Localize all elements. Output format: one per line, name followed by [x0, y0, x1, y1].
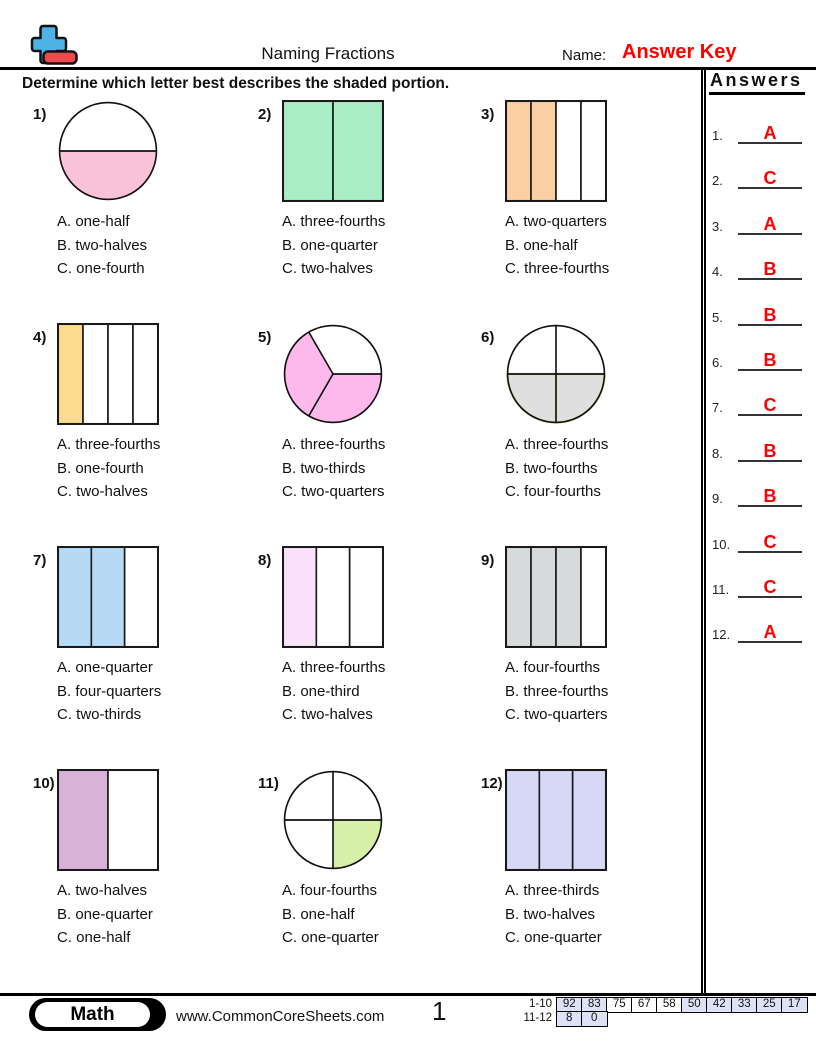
answers-title: Answers	[709, 70, 805, 95]
answer-number: 10.	[712, 536, 731, 552]
answer-number: 5.	[712, 309, 723, 325]
fraction-shape	[282, 769, 384, 871]
answer-item	[710, 432, 810, 462]
problem-number: 1)	[33, 106, 47, 123]
header-divider	[0, 67, 816, 70]
fraction-shape	[505, 100, 607, 202]
problem-cell	[255, 323, 470, 541]
problem-options	[282, 210, 385, 281]
problem-options	[57, 656, 161, 727]
answer-letter: B	[763, 304, 777, 325]
option-text: C. four-fourths	[505, 483, 601, 500]
answer-letter: A	[763, 622, 777, 643]
answer-blank-line	[738, 479, 802, 507]
option-text: B. two-halves	[57, 236, 148, 254]
fraction-shape	[282, 323, 384, 425]
answer-blank-line	[738, 434, 802, 462]
answer-letter: B	[763, 440, 777, 461]
problem-cell	[30, 546, 245, 764]
fraction-shape	[282, 100, 384, 202]
problem-options	[505, 656, 608, 727]
page-number: 1	[432, 996, 447, 1026]
problem-number: 5)	[258, 329, 272, 346]
score-cell: 50	[681, 997, 708, 1013]
answer-item	[710, 386, 810, 416]
fraction-shape	[57, 323, 159, 425]
answer-number: 11.	[712, 582, 730, 597]
subject-badge	[29, 998, 166, 1031]
score-row-label: 11-12	[523, 1012, 552, 1024]
answer-item	[710, 114, 810, 144]
answer-blank-line	[738, 207, 802, 235]
answer-item	[710, 523, 810, 553]
fraction-shape	[505, 323, 607, 425]
option-text: C. three-fourths	[505, 260, 610, 277]
answer-blank-line	[738, 161, 802, 189]
answer-number: 8.	[712, 445, 723, 461]
option-text: C. two-thirds	[57, 706, 142, 723]
problem-cell	[30, 323, 245, 541]
option-text: B. two-thirds	[282, 459, 366, 477]
answer-blank-line	[738, 252, 802, 280]
option-text: B. one-quarter	[57, 905, 153, 923]
score-cell: 67	[631, 997, 658, 1013]
problem-cell	[478, 546, 693, 764]
fraction-shape	[57, 769, 159, 871]
option-text: C. one-quarter	[282, 929, 379, 946]
problem-options	[505, 210, 609, 281]
problem-number: 3)	[481, 106, 495, 123]
score-cell: 92	[556, 997, 583, 1013]
score-cell: 8	[556, 1011, 583, 1027]
footer-divider	[0, 993, 816, 996]
option-text: C. two-quarters	[505, 706, 608, 723]
option-text: A. three-fourths	[282, 213, 386, 230]
problem-options	[505, 433, 608, 504]
fraction-shape	[505, 769, 607, 871]
option-text: C. two-halves	[57, 483, 148, 500]
option-text: B. one-quarter	[282, 236, 378, 254]
option-text: B. one-fourth	[57, 459, 144, 477]
score-cell: 25	[756, 997, 783, 1013]
answer-number: 6.	[712, 355, 723, 370]
option-text: B. two-fourths	[505, 459, 598, 477]
answer-number: 1.	[712, 128, 723, 143]
answer-letter: A	[763, 213, 777, 234]
option-text: A. two-halves	[57, 882, 148, 899]
score-row	[520, 1011, 808, 1027]
option-text: C. one-half	[57, 929, 131, 946]
answer-key-label: Answer Key	[622, 41, 737, 63]
problem-cell	[255, 769, 470, 987]
option-text: B. four-quarters	[57, 682, 162, 700]
score-cell: 83	[581, 997, 608, 1013]
score-cell: 0	[581, 1011, 608, 1027]
option-text: C. one-fourth	[57, 260, 145, 277]
score-cell: 17	[781, 997, 808, 1013]
problem-number: 9)	[481, 552, 495, 569]
website-url: www.CommonCoreSheets.com	[176, 1008, 385, 1025]
problem-cell	[478, 323, 693, 541]
option-text: A. four-fourths	[505, 659, 601, 676]
score-cell: 33	[731, 997, 758, 1013]
problem-number: 8)	[258, 552, 272, 569]
option-text: C. two-halves	[282, 260, 373, 277]
answer-blank-line	[738, 615, 802, 643]
answer-number: 2.	[712, 173, 723, 189]
problem-options	[57, 879, 153, 950]
problem-number: 2)	[258, 106, 272, 123]
answer-blank-line	[738, 388, 802, 416]
answer-letter: A	[763, 123, 777, 143]
answer-blank-line	[738, 298, 802, 326]
problem-number: 7)	[33, 552, 47, 569]
fraction-shape	[57, 100, 159, 202]
problem-options	[505, 879, 602, 950]
option-text: A. one-half	[57, 213, 130, 230]
problem-options	[282, 879, 379, 950]
problem-number: 11)	[258, 775, 279, 792]
option-text: C. one-quarter	[505, 929, 602, 946]
answer-letter: C	[763, 531, 777, 552]
option-text: B. one-half	[282, 905, 355, 923]
answer-blank-line	[738, 525, 802, 553]
problem-cell	[255, 546, 470, 764]
answer-number: 12.	[712, 627, 731, 643]
fraction-shape	[282, 546, 384, 648]
answer-item	[710, 205, 810, 235]
answer-item	[710, 477, 810, 507]
option-text: A. two-quarters	[505, 213, 607, 230]
answer-blank-line	[738, 116, 802, 144]
answer-letter: C	[763, 577, 777, 597]
worksheet-title: Naming Fractions	[261, 44, 395, 63]
problem-number: 6)	[481, 329, 495, 346]
problem-number: 10)	[33, 775, 55, 792]
name-label: Name:	[562, 47, 607, 64]
option-text: A. three-fourths	[282, 659, 386, 676]
answer-item	[710, 341, 810, 371]
problem-cell	[478, 100, 693, 318]
option-text: A. three-fourths	[282, 436, 386, 453]
answers-panel	[701, 70, 816, 993]
option-text: A. three-fourths	[57, 436, 161, 453]
answer-number: 3.	[712, 218, 723, 234]
problem-number: 4)	[33, 329, 47, 346]
answer-number: 4.	[712, 264, 723, 280]
answer-letter: B	[763, 486, 777, 507]
subject-label: Math	[35, 1002, 150, 1027]
answer-blank-line	[738, 570, 802, 598]
score-cell: 58	[656, 997, 683, 1013]
option-text: B. three-fourths	[505, 682, 609, 700]
option-text: C. two-quarters	[282, 483, 385, 500]
answer-number: 9.	[712, 491, 723, 507]
problem-cell	[478, 769, 693, 987]
problem-options	[282, 433, 385, 504]
answer-blank-line	[738, 343, 802, 371]
problem-cell	[255, 100, 470, 318]
answer-letter: B	[763, 350, 777, 370]
problem-number: 12)	[481, 775, 503, 792]
problem-options	[282, 656, 385, 727]
answer-letter: B	[763, 259, 777, 280]
problem-options	[57, 210, 147, 281]
minus-icon	[44, 52, 77, 64]
score-row-label: 1-10	[528, 998, 552, 1010]
answer-item	[710, 613, 810, 643]
score-cell: 75	[606, 997, 633, 1013]
option-text: B. one-third	[282, 682, 360, 700]
option-text: B. one-half	[505, 236, 578, 254]
option-text: A. one-quarter	[57, 659, 153, 676]
problem-cell	[30, 100, 245, 318]
math-logo-icon	[30, 24, 80, 68]
score-cell: 42	[706, 997, 733, 1013]
option-text: B. two-halves	[505, 905, 596, 923]
answer-item	[710, 296, 810, 326]
score-table	[520, 997, 808, 1027]
answer-number: 7.	[712, 400, 723, 416]
fraction-shape	[57, 546, 159, 648]
answer-letter: C	[763, 395, 777, 416]
problem-options	[57, 433, 160, 504]
instructions-text: Determine which letter best describes the shaded portion.	[22, 75, 450, 92]
option-text: C. two-halves	[282, 706, 373, 723]
option-text: A. three-fourths	[505, 436, 609, 453]
option-text: A. three-thirds	[505, 882, 600, 899]
problem-cell	[30, 769, 245, 987]
option-text: A. four-fourths	[282, 882, 378, 899]
answer-item	[710, 250, 810, 280]
fraction-shape	[505, 546, 607, 648]
answer-item	[710, 568, 810, 598]
answer-letter: C	[763, 168, 777, 189]
answer-item	[710, 159, 810, 189]
